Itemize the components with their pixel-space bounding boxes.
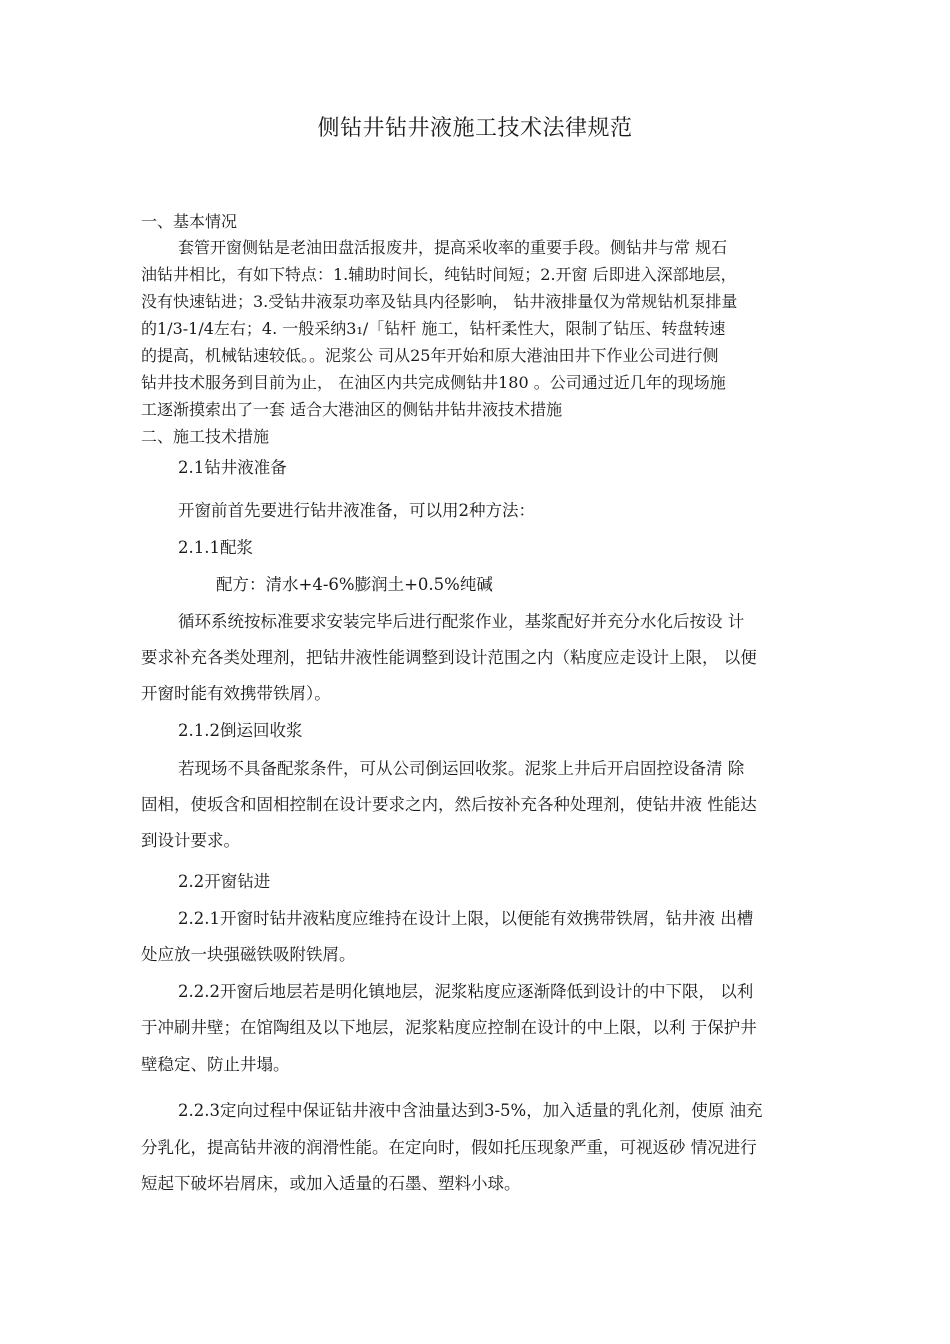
paragraph-line: 于冲刷井壁；在馆陶组及以下地层，泥浆粘度应控制在设计的中上限，以利 于保护井 [141,1018,757,1037]
paragraph-line: 壁稳定、防止井塌。 [141,1055,290,1074]
paragraph-line: 要求补充各类处理剂，把钻井液性能调整到设计范围之内（粘度应走设计上限， 以便 [141,648,757,667]
paragraph-line: 2.2.1开窗时钻井液粘度应维持在设计上限，以便能有效携带铁屑，钻井液 出槽 [178,909,754,928]
paragraph-line: 工逐渐摸索出了一套 适合大港油区的侧钻井钻井液技术措施 [141,400,563,419]
formula-text: 配方：清水+4-6%膨润土+0.5%纯碱 [216,575,493,594]
section-heading-2: 二、施工技术措施 [141,427,270,446]
subsection-heading-2-1-2: 2.1.2倒运回收浆 [178,721,303,740]
subsection-desc-2-1: 开窗前首先要进行钻井液准备，可以用2种方法： [178,501,535,520]
paragraph-line: 的1/3-1/4左右；4. 一般采纳3₁/「钻杆 施工，钻杆柔性大，限制了钻压、转盘转速 [141,319,726,338]
paragraph-line: 处应放一块强磁铁吸附铁屑。 [141,945,356,964]
subsection-heading-2-1-1: 2.1.1配浆 [178,538,253,557]
paragraph-line: 套管开窗侧钻是老油田盘活报废井，提高采收率的重要手段。侧钻井与常 规石 [178,238,728,257]
paragraph-line: 油钻井相比，有如下特点：1.辅助时间长，纯钻时间短；2.开窗 后即进入深部地层， [141,265,737,284]
paragraph-line: 2.2.2开窗后地层若是明化镇地层，泥浆粘度应逐渐降低到设计的中下限， 以利 [178,982,754,1001]
paragraph-line: 没有快速钻进；3.受钻井液泵功率及钻具内径影响， 钻井液排量仅为常规钻机泵排量 [141,292,738,311]
paragraph-line: 钻井技术服务到目前为止， 在油区内共完成侧钻井180 。公司通过近几年的现场施 [141,373,726,392]
paragraph-line: 开窗时能有效携带铁屑）。 [141,684,331,703]
paragraph-line: 的提高，机械钻速较低。。泥浆公 司从25年开始和原大港油田井下作业公司进行侧 [141,346,719,365]
paragraph-line: 短起下破坏岩屑床，或加入适量的石墨、塑料小球。 [141,1174,521,1193]
paragraph-line: 分乳化，提高钻井液的润滑性能。在定向时，假如托压现象严重，可视返砂 情况进行 [141,1138,757,1157]
subsection-heading-2-1: 2.1钻井液准备 [178,458,287,477]
subsection-heading-2-2: 2.2开窗钻进 [178,872,271,891]
document-title: 侧钻井钻井液施工技术法律规范 [317,116,633,141]
paragraph-line: 若现场不具备配浆条件，可从公司倒运回收浆。泥浆上井后开启固控设备清 除 [178,759,745,778]
paragraph-line: 到设计要求。 [141,831,240,850]
section-heading-1: 一、基本情况 [141,212,238,231]
paragraph-line: 循环系统按标准要求安装完毕后进行配浆作业，基浆配好并充分水化后按设 计 [178,612,745,631]
paragraph-line: 固相，使坂含和固相控制在设计要求之内，然后按补充各种处理剂，使钻井液 性能达 [141,795,757,814]
paragraph-line: 2.2.3定向过程中保证钻井液中含油量达到3-5%，加入适量的乳化剂，使原 油充 [178,1101,763,1120]
